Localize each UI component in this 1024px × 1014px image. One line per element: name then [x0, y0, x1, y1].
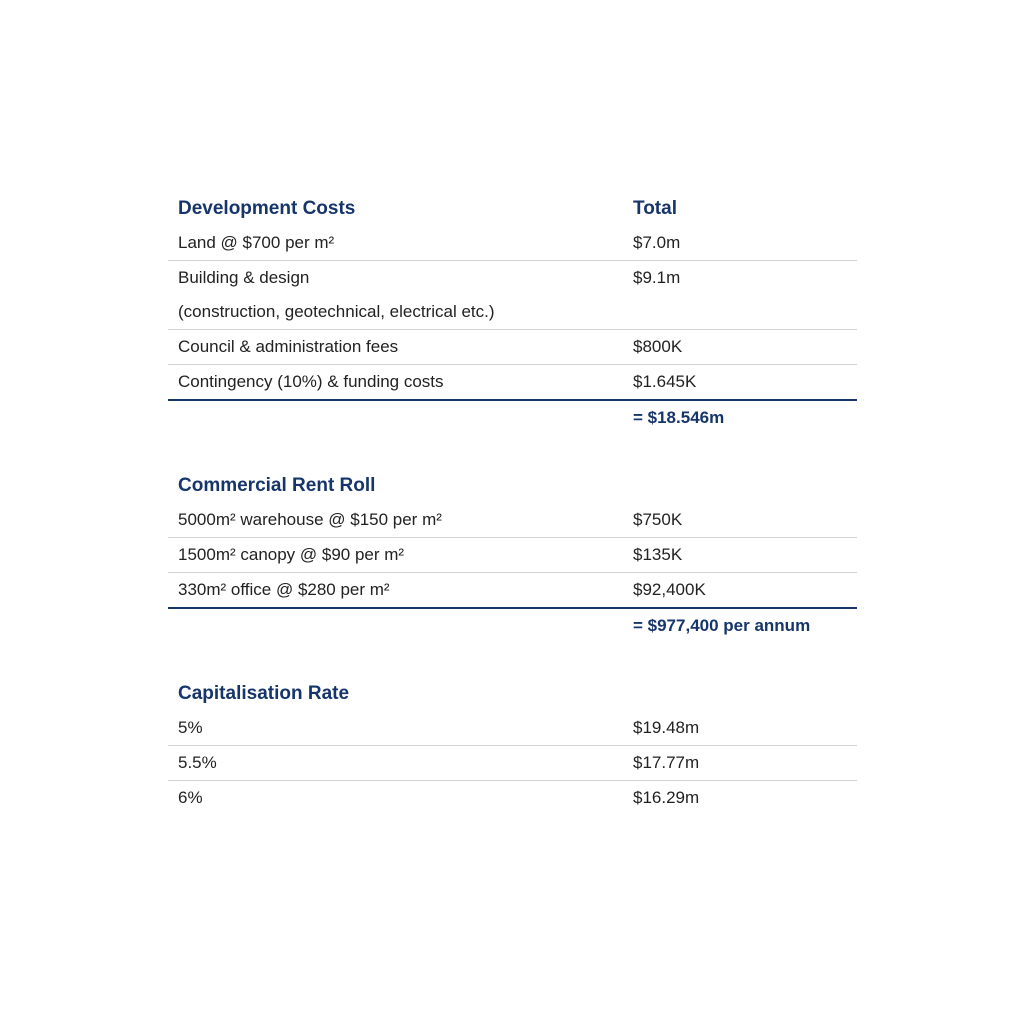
- row-value: $92,400K: [633, 580, 706, 599]
- table-row: [168, 365, 857, 401]
- development-costs-section: [168, 192, 857, 435]
- cap-rate-section: [168, 677, 857, 815]
- development-total: = $18.546m: [633, 408, 725, 427]
- rent-roll-total-row: [168, 609, 857, 643]
- row-label: 5%: [178, 718, 203, 737]
- row-label: 330m² office @ $280 per m²: [178, 580, 390, 599]
- row-label: 6%: [178, 788, 203, 807]
- table-row: [168, 503, 857, 538]
- row-value: $7.0m: [633, 233, 681, 252]
- row-value: $135K: [633, 545, 683, 564]
- total-heading: Total: [633, 198, 677, 219]
- development-costs-header: [168, 192, 857, 226]
- table-row: [168, 781, 857, 815]
- development-total-row: [168, 401, 857, 435]
- row-label: 1500m² canopy @ $90 per m²: [178, 545, 405, 564]
- row-label: Council & administration fees: [178, 337, 399, 356]
- table-row: [168, 711, 857, 746]
- row-label: 5000m² warehouse @ $150 per m²: [178, 510, 442, 529]
- table-row: [168, 746, 857, 781]
- row-value: $1.645K: [633, 372, 697, 391]
- table-row: [168, 330, 857, 365]
- row-value: $19.48m: [633, 718, 700, 737]
- row-value: $17.77m: [633, 753, 700, 772]
- table-row: [168, 538, 857, 573]
- rent-roll-header: [168, 469, 857, 503]
- table-row: [168, 226, 857, 261]
- row-label: Contingency (10%) & funding costs: [178, 372, 444, 391]
- row-label-line2: (construction, geotechnical, electrical etc.): [178, 302, 495, 321]
- row-value: $800K: [633, 337, 683, 356]
- row-value: $9.1m: [633, 268, 681, 287]
- table-row: [168, 573, 857, 609]
- row-label: [168, 261, 633, 329]
- row-value: $16.29m: [633, 788, 700, 807]
- rent-roll-total: = $977,400 per annum: [633, 616, 811, 635]
- cost-summary: [168, 192, 857, 815]
- row-label-line1: Building & design: [178, 268, 310, 287]
- rent-roll-heading: Commercial Rent Roll: [178, 475, 376, 496]
- rent-roll-section: [168, 469, 857, 643]
- row-value: $750K: [633, 510, 683, 529]
- cap-rate-header: [168, 677, 857, 711]
- table-row: [168, 261, 857, 330]
- row-label: Land @ $700 per m²: [178, 233, 335, 252]
- development-costs-heading: Development Costs: [178, 198, 356, 219]
- row-label: 5.5%: [178, 753, 217, 772]
- cap-rate-heading: Capitalisation Rate: [178, 683, 350, 704]
